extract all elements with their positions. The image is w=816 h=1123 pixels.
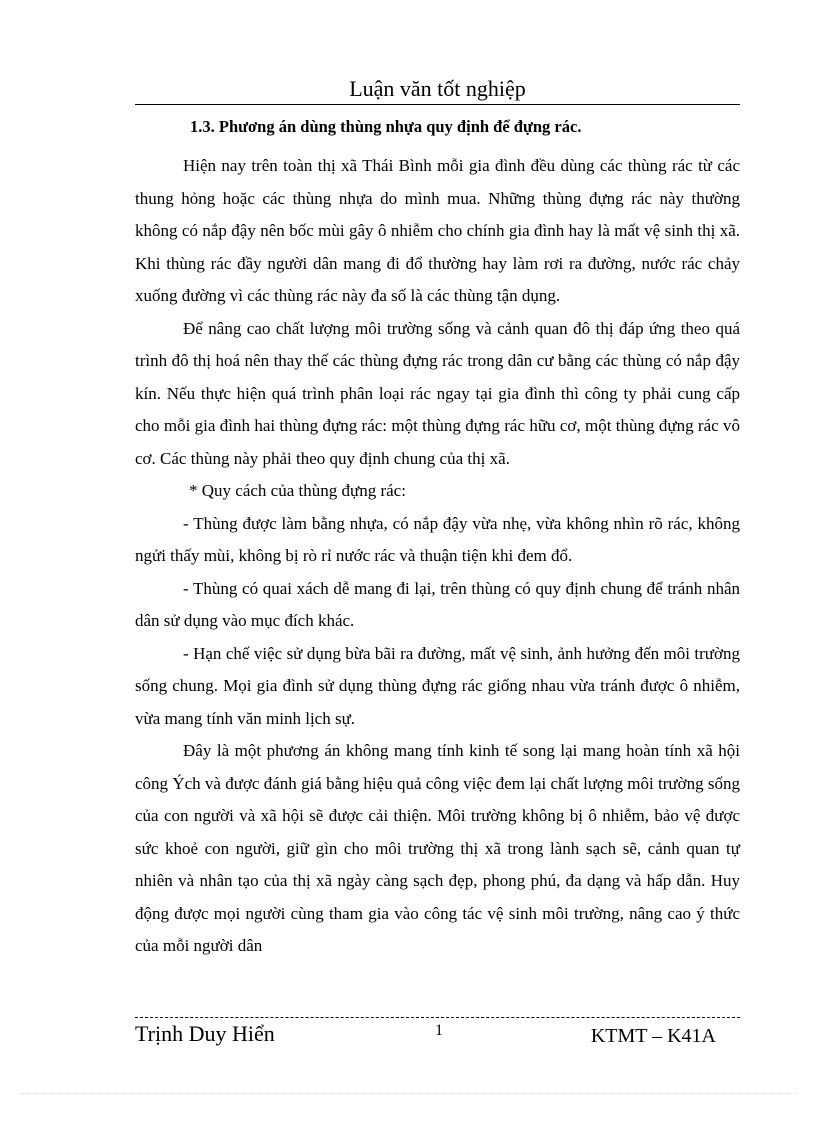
footer-class-code: KTMT – K41A xyxy=(590,1025,716,1047)
list-item: - Thùng có quai xách dễ mang đi lại, trên thùng có quy định chung để tránh nhân dân sử dụng vào mục đích khác. xyxy=(135,578,740,630)
page-boundary xyxy=(20,1093,796,1094)
body-text xyxy=(135,150,740,963)
page-footer xyxy=(135,1020,740,1050)
footer-divider xyxy=(135,1017,740,1018)
paragraph: Để nâng cao chất lượng môi trường sống và cảnh quan đô thị đáp ứng theo quá trình đô thị hoá nên thay thế các thùng đựng rác trong dân cư bằng các thùng có nắp đậy kín. Nếu thực hiện quá trình phân loại rác ngay tại gia đình thì công ty phải cung cấp cho mỗi gia đình hai thùng đựng rác: một thùng đựng rác hữu cơ, một thùng đựng rác vô cơ. Các thùng này phải theo quy định chung của thị xã. xyxy=(135,318,740,468)
page-header-title: Luận văn tốt nghiệp xyxy=(349,76,526,101)
list-item: - Hạn chế việc sử dụng bừa bãi ra đường, mất vệ sinh, ảnh hưởng đến môi trường sống chung. Mọi gia đình sử dụng thùng đựng rác giống nhau vừa tránh được ô nhiễm, vừa mang tính văn minh lịch sự. xyxy=(135,643,740,728)
section-heading: 1.3. Phương án dùng thùng nhựa quy định để đựng rác. xyxy=(190,117,582,136)
footer-author: Trịnh Duy Hiển xyxy=(135,1021,275,1046)
paragraph: Hiện nay trên toàn thị xã Thái Bình mỗi gia đình đều dùng các thùng rác từ các thung hỏng hoặc các thùng nhựa do mình mua. Những thùng đựng rác này thường không có nắp đậy nên bốc mùi gây ô nhiễm cho chính gia đình hay là mất vệ sinh thị xã. Khi thùng rác đầy người dân mang đi đổ thường hay làm rơi ra đường, nước rác chảy xuống đường vì các thùng rác này đa số là các thùng tận dụng. xyxy=(135,156,740,305)
paragraph: Đây là một phương án không mang tính kinh tế song lại mang hoàn tính xã hội công Ých và được đánh giá bằng hiệu quả công việc đem lại chất lượng môi trường sống của con người và xã hội sẽ được cải thiện. Môi trường không bị ô nhiễm, bảo vệ được sức khoẻ con người, giữ gìn cho môi trường thị xã trong lành sạch sẽ, cảnh quan tự nhiên và nhân tạo của thị xã ngày càng sạch đẹp, phong phú, đa dạng và hấp dẫn. Huy động được mọi người cùng tham gia vào công tác vệ sinh môi trường, nâng cao ý thức của mỗi người dân xyxy=(135,741,740,955)
paragraph: * Quy cách của thùng đựng rác: xyxy=(189,481,406,500)
list-item: - Thùng được làm bằng nhựa, có nắp đậy vừa nhẹ, vừa không nhìn rõ rác, không ngửi thấy mùi, không bị rò rỉ nước rác và thuận tiện khi đem đổ. xyxy=(135,513,740,565)
page-number: 1 xyxy=(435,1022,443,1039)
header-divider xyxy=(135,104,740,105)
